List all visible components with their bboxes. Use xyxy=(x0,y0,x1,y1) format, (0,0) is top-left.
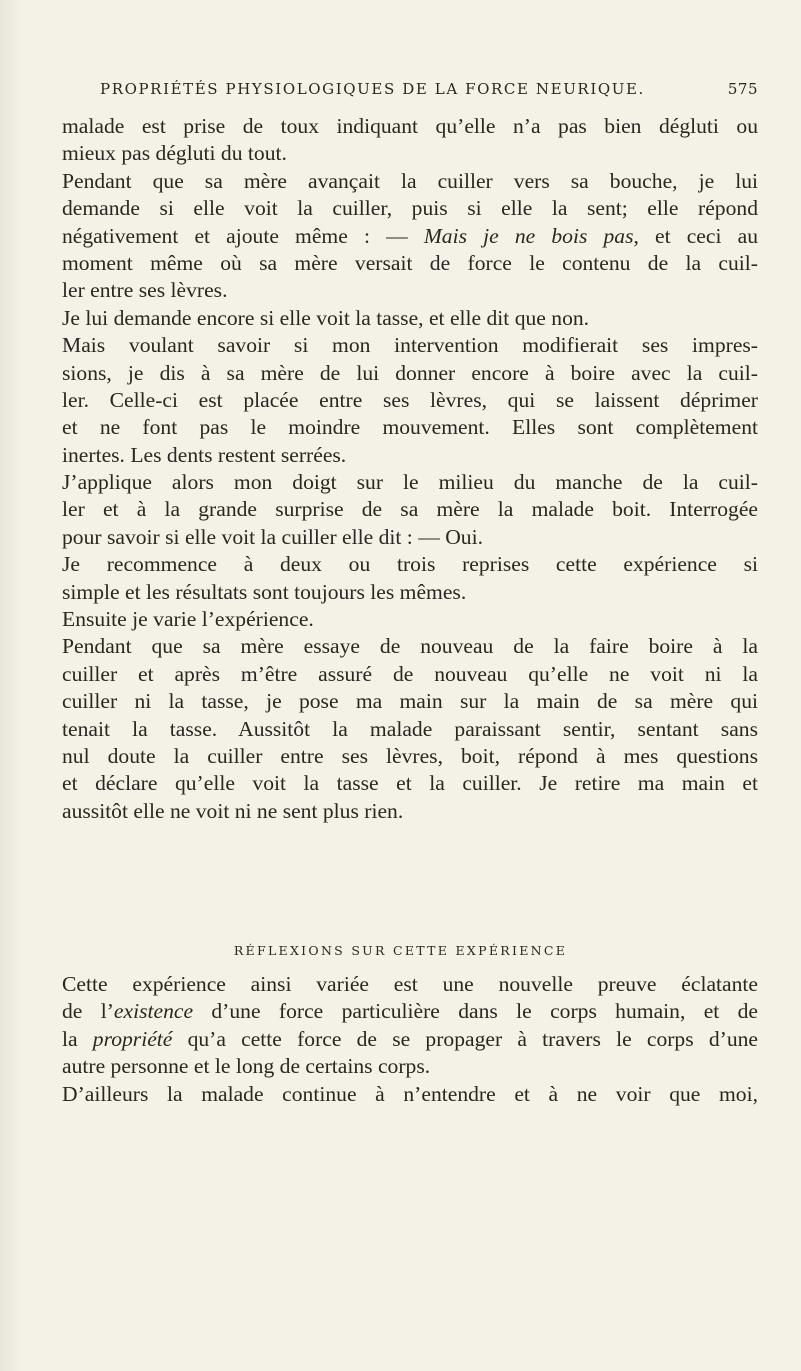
text-line: Je recommence à deux ou trois reprises cette expérience si xyxy=(62,552,758,577)
text-line: simple et les résultats sont toujours les mêmes. xyxy=(62,579,467,604)
text-line xyxy=(62,998,758,1025)
text-line: Pendant que sa mère avançait la cuiller vers sa bouche, je lui xyxy=(62,168,758,193)
text-line: D’ailleurs la malade continue à n’entendre et à ne voir que moi, xyxy=(62,1081,758,1106)
text-line: cuiller et après m’être assuré de nouveau qu’elle ne voit ni la xyxy=(62,661,758,686)
text-line: et ne font pas le moindre mouvement. Elles sont complètement xyxy=(62,415,758,440)
text-line: et déclare qu’elle voit la tasse et la cuiller. Je retire ma main et xyxy=(62,771,758,796)
text-line: Ensuite je varie l’expérience. xyxy=(62,607,314,632)
text-line: sions, je dis à sa mère de lui donner encore à boire avec la cuil- xyxy=(62,360,758,385)
running-title: PROPRIÉTÉS PHYSIOLOGIQUES DE LA FORCE NEURIQUE. xyxy=(100,80,645,98)
text-line: ler et à la grande surprise de sa mère la malade boit. Interrogée xyxy=(62,497,758,522)
body-text xyxy=(62,113,758,825)
italic-text: propriété xyxy=(92,1026,173,1051)
text-line: demande si elle voit la cuiller, puis si elle la sent; elle répond xyxy=(62,196,758,221)
text-line: Mais voulant savoir si mon intervention modifierait ses impres- xyxy=(62,333,758,358)
section-text xyxy=(62,971,758,1108)
page-number: 575 xyxy=(727,80,758,98)
text-line: cuiller ni la tasse, je pose ma main sur la main de sa mère qui xyxy=(62,689,758,714)
text-line: Je lui demande encore si elle voit la tasse, et elle dit que non. xyxy=(62,305,590,330)
text-line: tenait la tasse. Aussitôt la malade paraissant sentir, sentant sans xyxy=(62,716,758,741)
text-line xyxy=(62,223,758,250)
text-segment: , et ceci au xyxy=(633,223,758,248)
text-line: autre personne et le long de certains corps. xyxy=(62,1054,431,1079)
text-line: J’applique alors mon doigt sur le milieu du manche de la cuil- xyxy=(62,470,758,495)
italic-text: Mais je ne bois pas xyxy=(423,223,634,248)
text-line xyxy=(62,1026,758,1053)
text-line: nul doute la cuiller entre ses lèvres, boit, répond à mes questions xyxy=(62,743,758,768)
text-line: pour savoir si elle voit la cuiller elle dit : — Oui. xyxy=(62,524,483,549)
text-line: ler. Celle-ci est placée entre ses lèvres, qui se laissent déprimer xyxy=(62,387,758,412)
running-header xyxy=(100,80,758,106)
text-line: Pendant que sa mère essaye de nouveau de la faire boire à la xyxy=(62,634,758,659)
text-segment: d’une force particulière dans le corps humain, et de xyxy=(193,999,758,1024)
text-segment: la xyxy=(62,1026,93,1051)
text-line: mieux pas dégluti du tout. xyxy=(62,141,287,166)
text-segment: de l’ xyxy=(62,999,114,1024)
text-line: aussitôt elle ne voit ni ne sent plus rien. xyxy=(62,798,404,823)
text-segment: négativement et ajoute même : — xyxy=(62,223,424,248)
text-line: ler entre ses lèvres. xyxy=(62,278,228,303)
text-line: Cette expérience ainsi variée est une nouvelle preuve éclatante xyxy=(62,972,758,996)
text-segment: qu’a cette force de se propager à travers le corps d’une xyxy=(172,1026,758,1051)
section-heading: RÉFLEXIONS SUR CETTE EXPÉRIENCE xyxy=(233,943,568,958)
text-line: malade est prise de toux indiquant qu’elle n’a pas bien dégluti ou xyxy=(62,114,758,138)
text-line: moment même où sa mère versait de force le contenu de la cuil- xyxy=(62,250,758,275)
italic-text: existence xyxy=(113,999,194,1024)
text-line: inertes. Les dents restent serrées. xyxy=(62,442,347,467)
